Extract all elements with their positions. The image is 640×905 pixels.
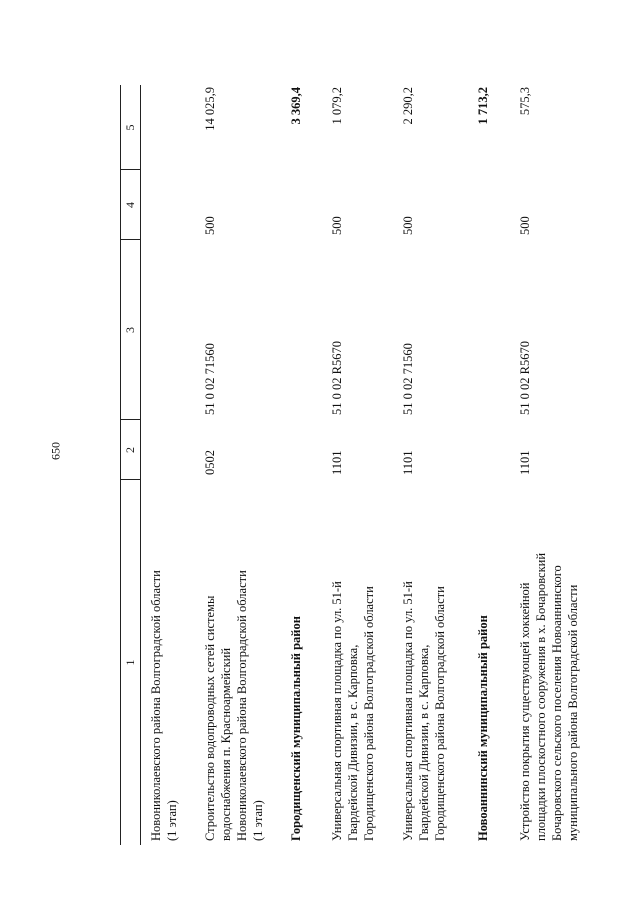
row-name-line: Городищенского района Волгоградской области — [433, 586, 447, 841]
row-section-code: 1101 — [330, 450, 344, 475]
row-name-line: Городищенский муниципальный район — [289, 616, 303, 841]
row-name-line: водоснабжения п. Красноармейский — [219, 647, 233, 841]
row-expense-type: 500 — [203, 216, 217, 235]
row-name — [288, 481, 304, 841]
row-amount: 1 713,2 — [476, 87, 490, 125]
row-expense-type: 500 — [330, 216, 344, 235]
row-name-line: Гвардейской Дивизии, в с. Карповка, — [417, 644, 431, 841]
row-target-code: 51 0 02 R5670 — [330, 341, 344, 415]
row-name-line: Бочаровского сельского поселения Новоаннинского — [550, 565, 564, 841]
page-number: 650 — [48, 442, 63, 460]
header-col-4: 4 — [123, 202, 137, 208]
row-target-code: 51 0 02 R5670 — [518, 341, 532, 415]
row-name-line: Устройство покрытия существующей хоккейной — [518, 582, 532, 841]
row-name — [475, 481, 491, 841]
row-name — [517, 481, 581, 841]
row-name-line: Новониколаевского района Волгоградской области — [149, 570, 163, 841]
row-amount: 14 025,9 — [203, 87, 217, 131]
header-bottom-rule — [140, 85, 141, 845]
row-name-line: (1 этап) — [251, 800, 265, 841]
row-name — [202, 481, 266, 841]
header-col-5: 5 — [123, 124, 137, 131]
row-name-line: Гвардейской Дивизии, в с. Карповка, — [346, 644, 360, 841]
row-amount: 575,3 — [518, 87, 532, 116]
row-name-line: площадки плоскостного сооружения в х. Бочаровский — [534, 552, 548, 841]
row-name — [329, 481, 377, 841]
row-name — [148, 481, 180, 841]
row-name-line: Универсальная спортивная площадка по ул. 51-й — [401, 581, 415, 841]
row-section-code: 0502 — [203, 450, 217, 475]
row-name-line: Универсальная спортивная площадка по ул. 51-й — [330, 581, 344, 841]
header-col-2: 2 — [123, 447, 137, 453]
row-expense-type: 500 — [401, 216, 415, 235]
row-target-code: 51 0 02 71560 — [401, 343, 415, 415]
row-name-line: Новониколаевского района Волгоградской области — [235, 570, 249, 841]
row-expense-type: 500 — [518, 216, 532, 235]
row-amount: 2 290,2 — [401, 87, 415, 125]
header-col-1: 1 — [123, 659, 137, 666]
row-name-line: муниципального района Волгоградской области — [566, 584, 580, 841]
row-amount: 3 369,4 — [289, 87, 303, 125]
row-name-line: Новоаннинский муниципальный район — [476, 615, 490, 841]
row-name — [400, 481, 448, 841]
row-name-line: (1 этап) — [165, 800, 179, 841]
row-amount: 1 079,2 — [330, 87, 344, 125]
row-target-code: 51 0 02 71560 — [203, 343, 217, 415]
row-section-code: 1101 — [401, 450, 415, 475]
budget-table — [120, 85, 610, 845]
row-section-code: 1101 — [518, 450, 532, 475]
row-name-line: Городищенского района Волгоградской области — [362, 586, 376, 841]
header-col-3: 3 — [123, 327, 137, 333]
row-name-line: Строительство водопроводных сетей системы — [203, 595, 217, 841]
